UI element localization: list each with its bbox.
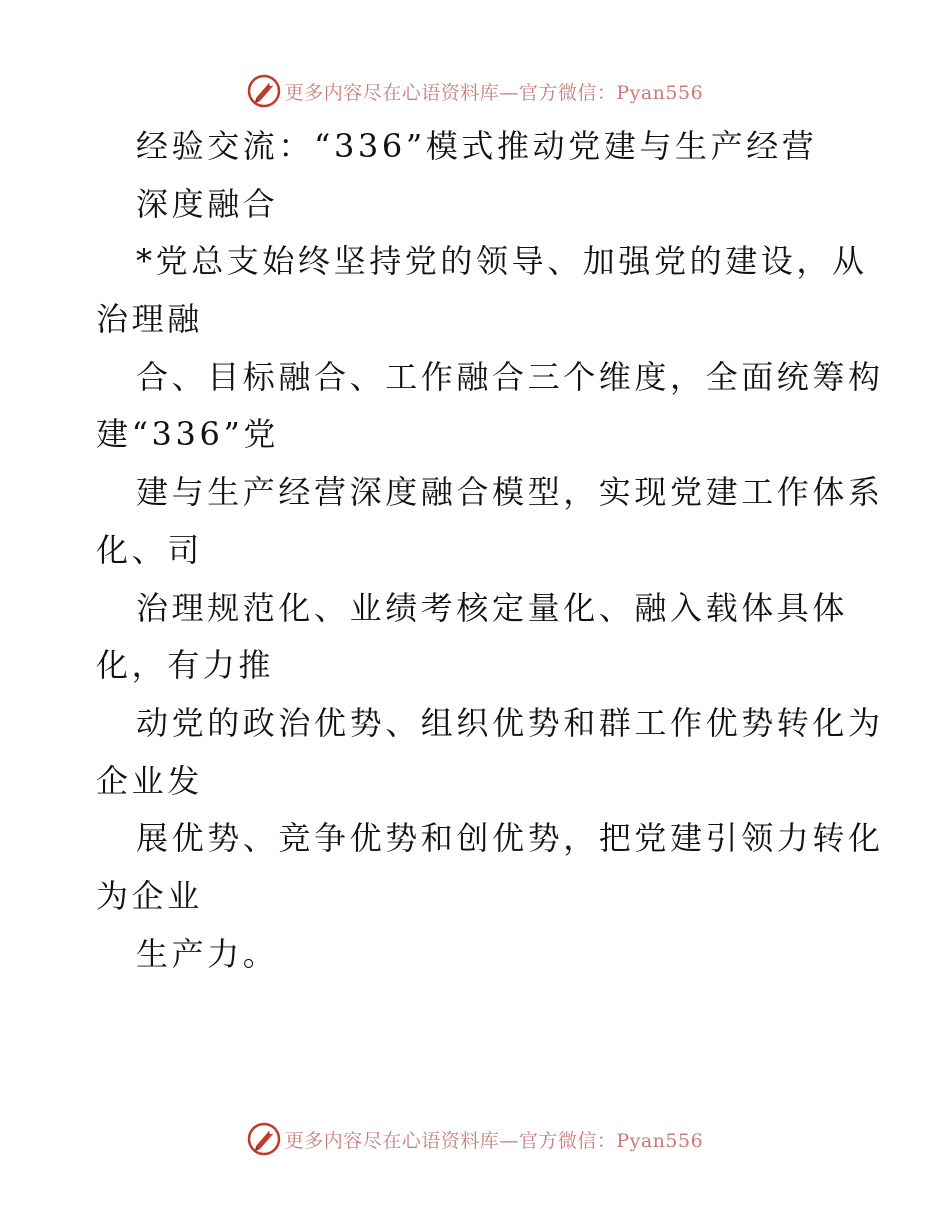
text-line: 动党的政治优势、组织优势和群工作优势转化为: [136, 703, 884, 742]
pen-logo-icon: [247, 74, 281, 108]
text-line: 化，有力推: [96, 646, 275, 685]
text-line: 展优势、竞争优势和创优势，把党建引领力转化: [136, 819, 884, 858]
watermark-wechat-id: Pyan556: [616, 81, 704, 104]
watermark-text: [285, 78, 703, 105]
text-line: 合、目标融合、工作融合三个维度，全面统筹构: [136, 357, 884, 396]
text-line: 生产力。: [136, 934, 279, 973]
text-line: 建与生产经营深度融合模型，实现党建工作体系: [136, 473, 884, 512]
document-body: [96, 118, 884, 983]
text-line: 经验交流：“336”模式推动党建与生产经营: [136, 127, 818, 165]
watermark-prefix: 更多内容尽在心语资料库: [284, 81, 500, 104]
watermark-prefix: 更多内容尽在心语资料库: [284, 1129, 500, 1152]
text-line: 建“336”党: [96, 415, 279, 454]
watermark-wechat-label: 官方微信：: [518, 81, 617, 104]
text-line: 治理规范化、业绩考核定量化、融入载体具体: [136, 588, 849, 627]
header-watermark: [0, 71, 950, 111]
watermark-wechat-label: 官方微信：: [518, 1129, 617, 1152]
watermark-dash: —: [499, 1129, 519, 1152]
footer-watermark: [0, 1119, 950, 1159]
watermark-dash: —: [499, 81, 519, 104]
text-line: 为企业: [96, 876, 203, 915]
text-line: 治理融: [96, 300, 203, 339]
text-line: 深度融合: [136, 184, 279, 223]
pen-logo-icon: [247, 1122, 281, 1156]
text-line: 化、司: [96, 530, 203, 569]
text-line: 企业发: [96, 761, 203, 800]
watermark-wechat-id: Pyan556: [616, 1129, 704, 1152]
text-line: *党总支始终坚持党的领导、加强党的建设，从: [136, 242, 868, 281]
watermark-text: [285, 1126, 703, 1153]
